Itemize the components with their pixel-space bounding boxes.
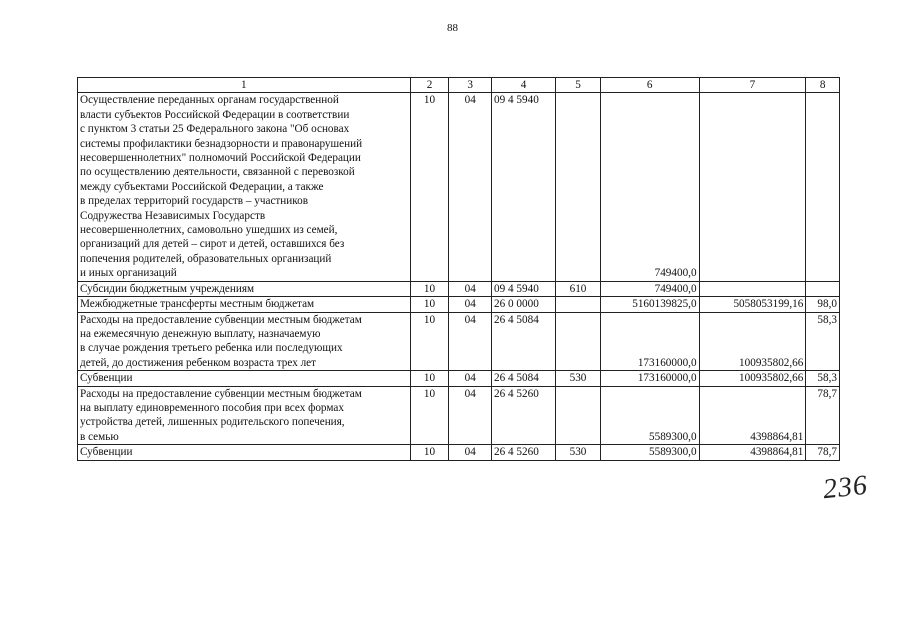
execution-percent: 58,3 (806, 312, 840, 371)
target-article-code: 26 4 5260 (492, 386, 556, 445)
planned-amount: 5589300,0 (600, 445, 699, 460)
section-code: 10 (410, 445, 449, 460)
expense-type-code (556, 312, 601, 371)
handwritten-page-number: 236 (821, 469, 870, 506)
table-row (78, 386, 840, 445)
expense-type-code (556, 297, 601, 312)
column-header: 8 (806, 78, 840, 93)
table-row (78, 371, 840, 386)
target-article-code: 26 4 5260 (492, 445, 556, 460)
subsection-code: 04 (449, 297, 492, 312)
planned-amount: 173160000,0 (600, 312, 699, 371)
row-description: Субвенции (78, 371, 411, 386)
target-article-code: 09 4 5940 (492, 93, 556, 281)
row-description: Расходы на предоставление субвенции местным бюджетам на ежемесячную денежную выплату, назначаемую в случае рождения третьего ребенка или последующих детей, до достижения ребенком возраста трех лет (78, 312, 411, 371)
executed-amount: 100935802,66 (699, 371, 806, 386)
target-article-code: 26 4 5084 (492, 371, 556, 386)
subsection-code: 04 (449, 281, 492, 296)
target-article-code: 26 4 5084 (492, 312, 556, 371)
table-row (78, 445, 840, 460)
executed-amount (699, 93, 806, 281)
table-row (78, 93, 840, 281)
column-header: 3 (449, 78, 492, 93)
subsection-code: 04 (449, 371, 492, 386)
expense-type-code: 530 (556, 445, 601, 460)
subsection-code: 04 (449, 445, 492, 460)
expense-type-code: 530 (556, 371, 601, 386)
column-header: 2 (410, 78, 449, 93)
executed-amount: 5058053199,16 (699, 297, 806, 312)
planned-amount: 5160139825,0 (600, 297, 699, 312)
target-article-code: 09 4 5940 (492, 281, 556, 296)
column-header: 4 (492, 78, 556, 93)
planned-amount: 749400,0 (600, 93, 699, 281)
planned-amount: 749400,0 (600, 281, 699, 296)
subsection-code: 04 (449, 93, 492, 281)
executed-amount: 4398864,81 (699, 445, 806, 460)
section-code: 10 (410, 93, 449, 281)
target-article-code: 26 0 0000 (492, 297, 556, 312)
table-row (78, 297, 840, 312)
subsection-code: 04 (449, 386, 492, 445)
section-code: 10 (410, 281, 449, 296)
executed-amount: 4398864,81 (699, 386, 806, 445)
section-code: 10 (410, 312, 449, 371)
table-row (78, 312, 840, 371)
row-description: Расходы на предоставление субвенции местным бюджетам на выплату единовременного пособия при всех формах устройства детей, лишенных родительского попечения, в семью (78, 386, 411, 445)
expense-type-code (556, 386, 601, 445)
row-description: Субсидии бюджетным учреждениям (78, 281, 411, 296)
table-header-row (78, 78, 840, 93)
section-code: 10 (410, 371, 449, 386)
execution-percent: 98,0 (806, 297, 840, 312)
column-header: 6 (600, 78, 699, 93)
planned-amount: 173160000,0 (600, 371, 699, 386)
column-header: 7 (699, 78, 806, 93)
table-row (78, 281, 840, 296)
row-description: Осуществление переданных органам государственной власти субъектов Российской Федерации в соответствии с пунктом 3 статьи 25 Федерального закона "Об основах системы профилактики безнадзорности и правонарушений несовершеннолетних" полномочий Российской Федерации по осуществлению деятельности, связанной с перевозкой между субъектами Российской Федерации, а также в пределах территорий государств – участников Содружества Независимых Государств несовершеннолетних, самовольно ушедших из семей, организаций для детей – сирот и детей, оставшихся без попечения родителей, образовательных организаций и иных организаций (78, 93, 411, 281)
section-code: 10 (410, 297, 449, 312)
expense-type-code (556, 93, 601, 281)
execution-percent (806, 93, 840, 281)
executed-amount (699, 281, 806, 296)
expense-type-code: 610 (556, 281, 601, 296)
execution-percent (806, 281, 840, 296)
column-header: 5 (556, 78, 601, 93)
row-description: Субвенции (78, 445, 411, 460)
execution-percent: 78,7 (806, 445, 840, 460)
execution-percent: 78,7 (806, 386, 840, 445)
section-code: 10 (410, 386, 449, 445)
subsection-code: 04 (449, 312, 492, 371)
execution-percent: 58,3 (806, 371, 840, 386)
budget-table (77, 77, 840, 461)
column-header: 1 (78, 78, 411, 93)
planned-amount: 5589300,0 (600, 386, 699, 445)
executed-amount: 100935802,66 (699, 312, 806, 371)
page-number: 88 (447, 22, 458, 34)
row-description: Межбюджетные трансферты местным бюджетам (78, 297, 411, 312)
